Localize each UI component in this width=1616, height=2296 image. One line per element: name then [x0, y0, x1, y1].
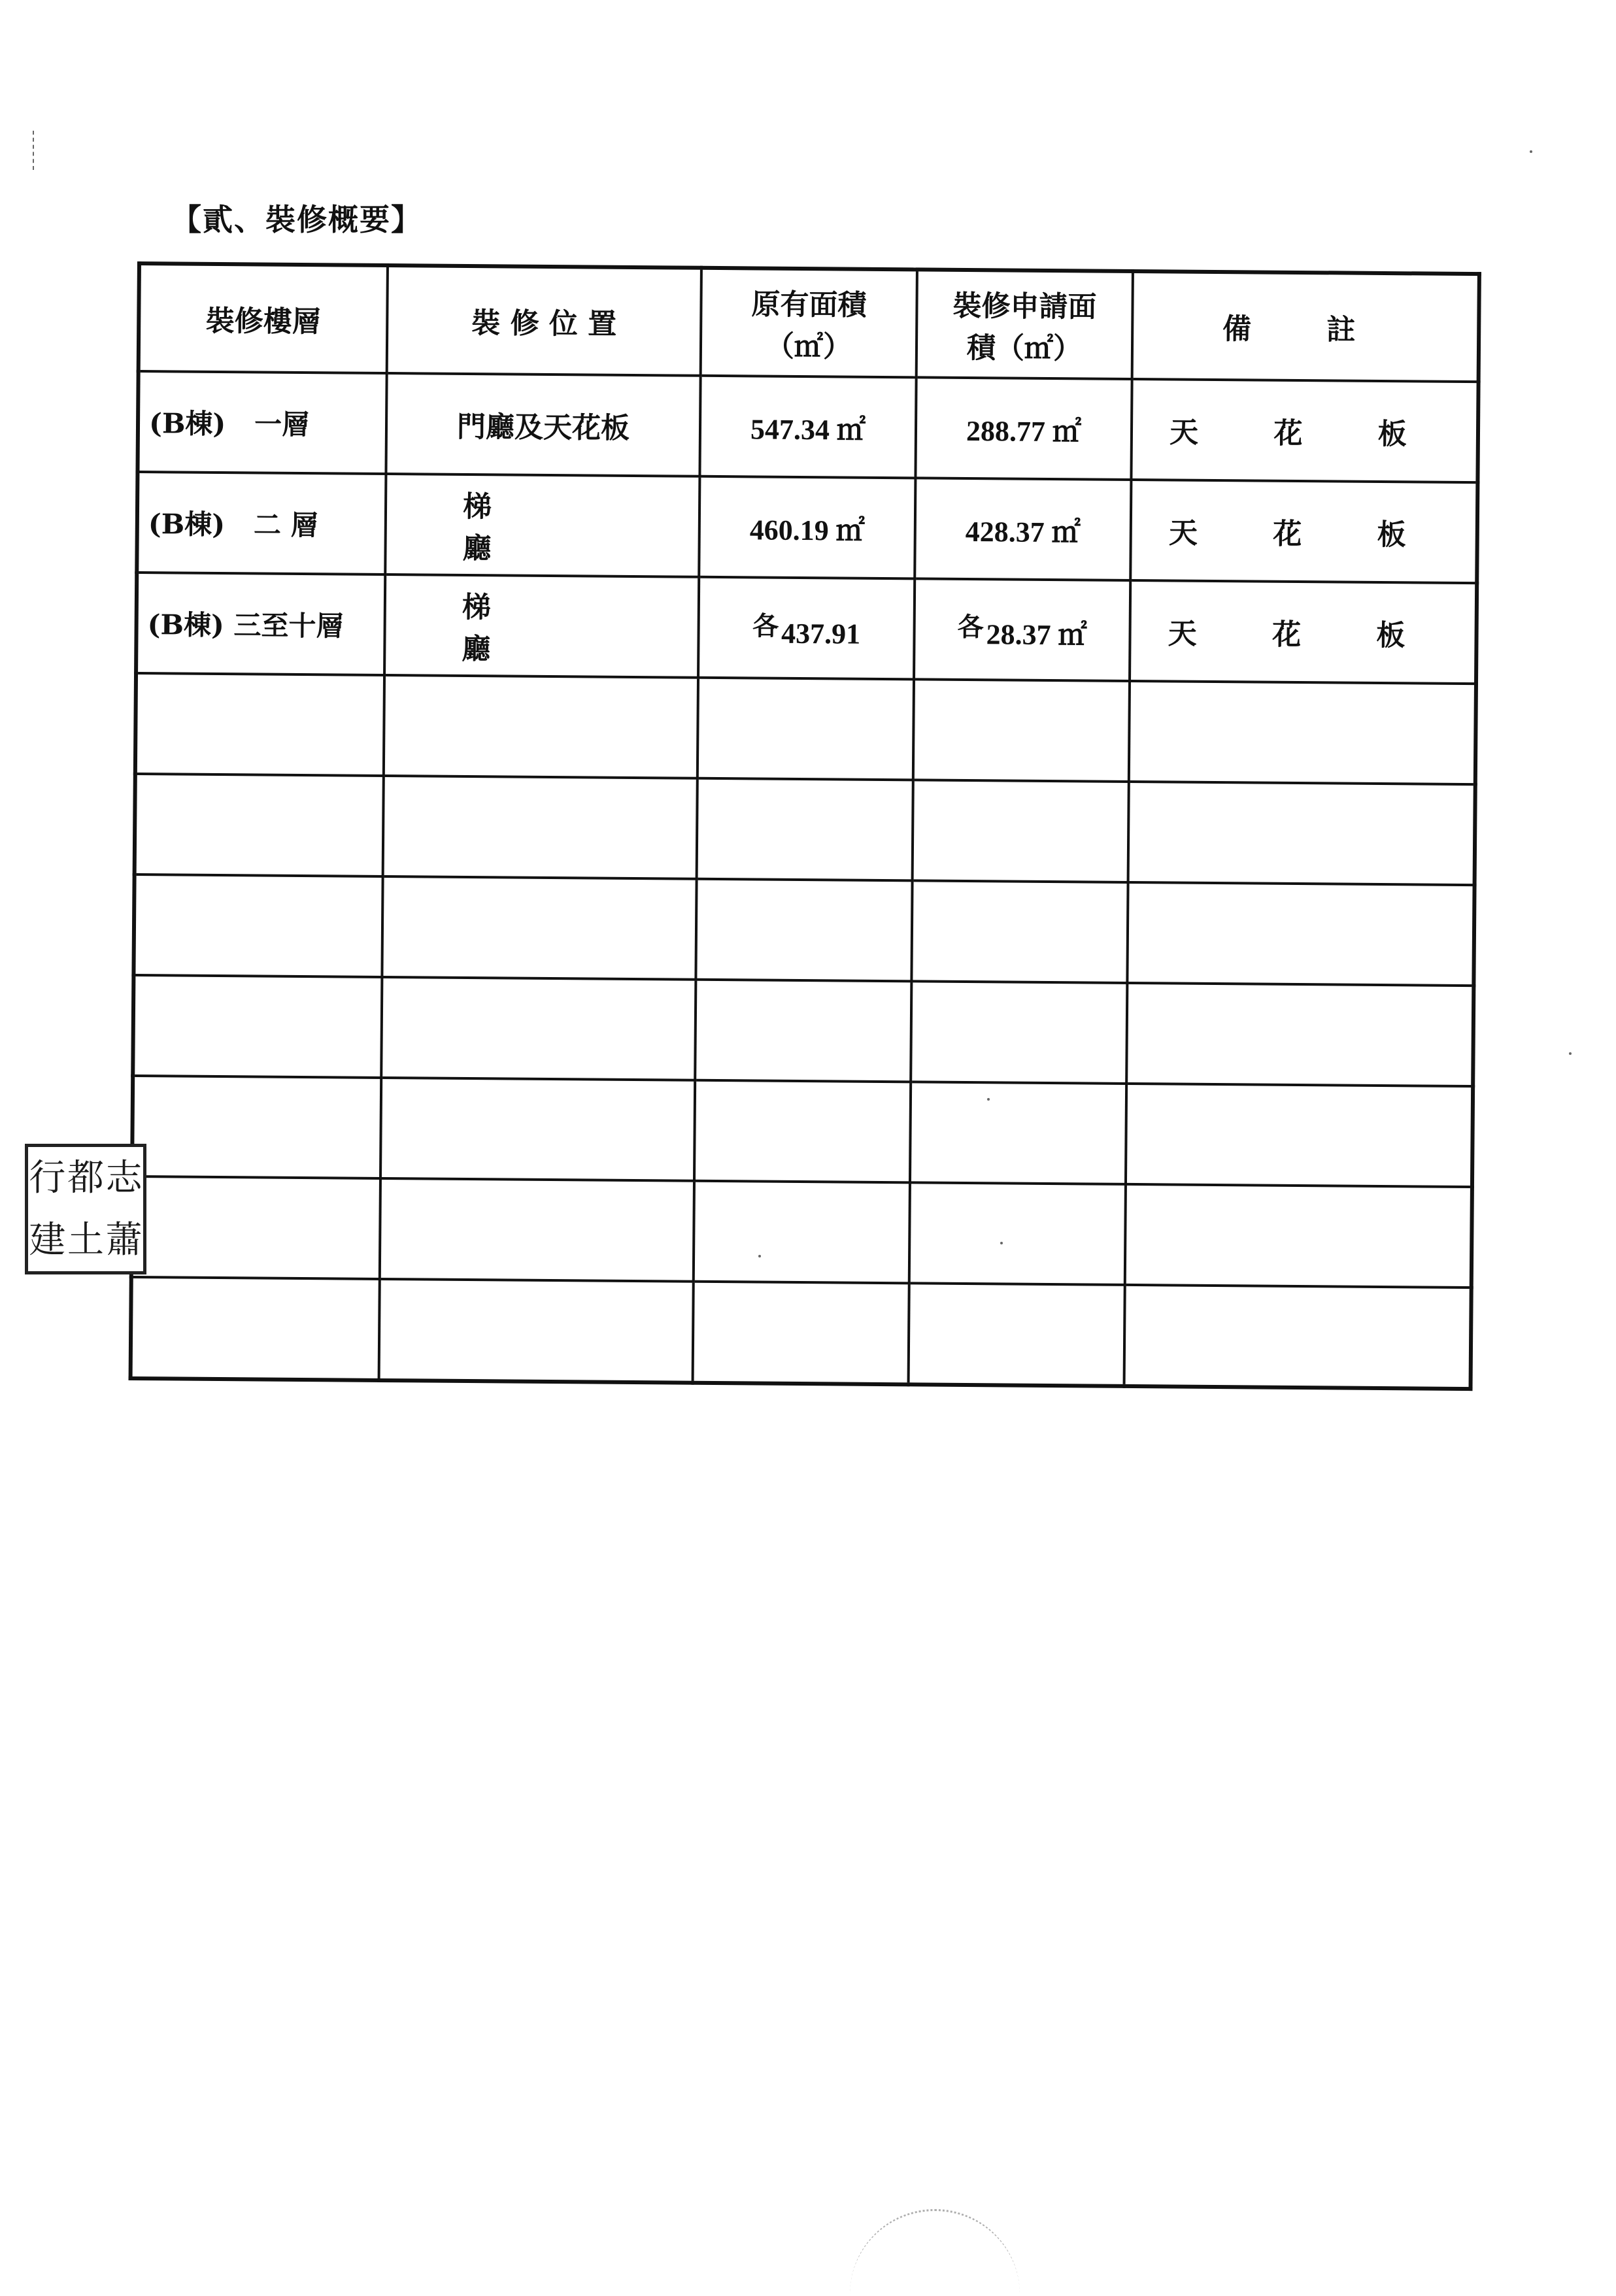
header-floor: 裝修樓層 [139, 263, 388, 373]
scan-speck [1569, 1052, 1572, 1055]
table-row-blank [135, 673, 1476, 784]
seal-char: 志 [105, 1156, 143, 1199]
floor-cell: (B棟) 三至十層 [136, 573, 385, 675]
scan-speck [758, 1255, 761, 1257]
header-applied-area: 裝修申請面 積（㎡） [917, 269, 1133, 379]
seal-char: 行 [29, 1156, 66, 1199]
applied-area-cell: 428.37 ㎡ [915, 478, 1131, 580]
original-area-cell: 各437.91 [698, 577, 915, 680]
table-row-blank [133, 975, 1473, 1086]
header-note: 備 註 [1132, 271, 1479, 382]
scan-speck [1530, 150, 1532, 153]
note-cell: 天 花 板 [1130, 580, 1477, 684]
floor-cell: (B棟) 一層 [137, 371, 386, 474]
scan-speck [987, 1098, 990, 1101]
seal-stamp [25, 1144, 146, 1274]
section-title: 【貳、裝修概要】 [171, 202, 422, 237]
seal-char: 建 [29, 1218, 66, 1261]
table-row-blank [135, 774, 1475, 885]
location-cell: 梯 廳 [384, 574, 699, 678]
partial-stamp-mark [850, 2209, 1020, 2296]
table-row [137, 472, 1477, 583]
table-row [137, 371, 1478, 482]
location-cell: 門廳及天花板 [386, 373, 700, 476]
table-row-blank [133, 874, 1474, 986]
seal-char: 土 [67, 1218, 104, 1261]
margin-mark [33, 131, 35, 170]
location-cell: 梯 廳 [385, 474, 699, 577]
header-location: 裝 修 位 置 [387, 265, 701, 376]
renovation-summary-table-wrap [129, 261, 1477, 1357]
seal-char: 蕭 [105, 1218, 143, 1261]
table-row-blank [131, 1176, 1472, 1288]
applied-area-cell: 288.77 ㎡ [915, 377, 1132, 480]
original-area-cell: 460.19 ㎡ [699, 476, 915, 579]
table-row-blank [131, 1277, 1472, 1389]
original-area-cell: 547.34 ㎡ [699, 376, 916, 478]
seal-char: 都 [67, 1156, 104, 1199]
note-cell: 天 花 板 [1131, 379, 1478, 482]
table-row [136, 573, 1477, 684]
table-row-blank [132, 1076, 1473, 1187]
header-original-area: 原有面積 （㎡） [701, 268, 917, 378]
note-cell: 天 花 板 [1130, 480, 1477, 583]
scan-speck [1000, 1242, 1003, 1244]
renovation-summary-table [129, 261, 1481, 1391]
applied-area-cell: 各28.37 ㎡ [914, 578, 1130, 681]
floor-cell: (B棟) 二 層 [137, 472, 386, 574]
table-header-row [139, 263, 1479, 382]
